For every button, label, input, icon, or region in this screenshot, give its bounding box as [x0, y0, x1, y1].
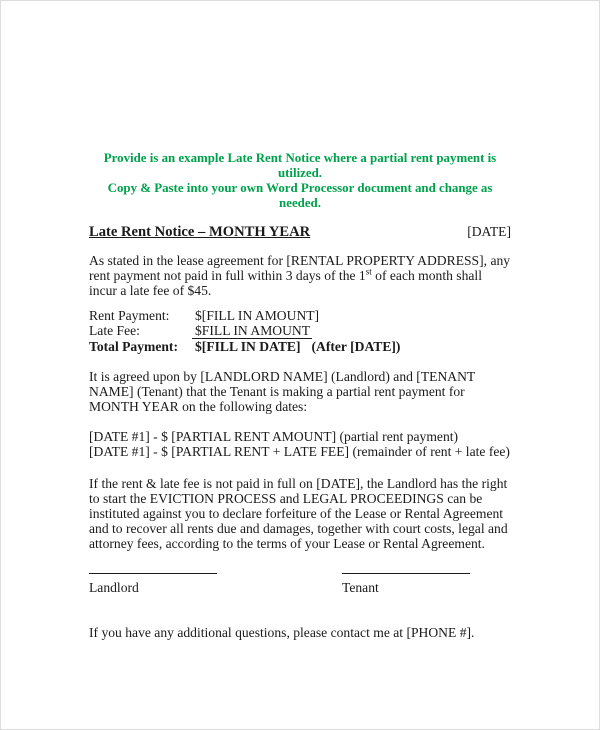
total-payment-label: Total Payment:	[89, 339, 178, 354]
signature-section	[89, 573, 511, 595]
eviction-paragraph: If the rent & late fee is not paid in full on [DATE], the Landlord has the right to start the EVICTION PROCESS and LEGAL PROCEEDINGS can be instituted against you to declare forfeiture of the Lease or Rental Agreement and to recover all rents due and damages, together with court costs, legal and attorney fees, according to the terms of your Lease or Rental Agreement.	[89, 476, 508, 551]
intro-paragraph	[89, 253, 511, 298]
closing-line: If you have any additional questions, please contact me at [PHONE #].	[89, 625, 475, 640]
intro-text-after-superscript: of each month shall incur a late fee of $45.	[89, 268, 482, 298]
title-row	[89, 224, 511, 240]
tenant-signature-line	[342, 573, 470, 574]
agreement-paragraph: It is agreed upon by [LANDLORD NAME] (Landlord) and [TENANT NAME] (Tenant) that the Tenant is making a partial rent payment for MONTH YEAR on the following dates:	[89, 369, 475, 414]
date-field: [DATE]	[467, 224, 511, 239]
tenant-label: Tenant	[342, 580, 379, 595]
ordinal-superscript: st	[365, 266, 372, 277]
payment-row-rent	[89, 308, 511, 323]
late-fee-value: $FILL IN AMOUNT	[192, 323, 312, 339]
partial-payment-date-line-1: [DATE #1] - $ [PARTIAL RENT AMOUNT] (partial rent payment)	[89, 429, 459, 444]
instruction-note-line-2: Copy & Paste into your own Word Processor document and change as needed.	[107, 181, 493, 210]
document-title: Late Rent Notice – MONTH YEAR	[89, 224, 311, 240]
total-payment-value: $[FILL IN DATE]	[195, 339, 301, 354]
total-payment-after-date: (After [DATE])	[311, 339, 401, 354]
rent-payment-label: Rent Payment:	[89, 308, 170, 323]
landlord-signature-block	[89, 573, 342, 595]
tenant-signature-block	[342, 573, 511, 595]
late-rent-notice-document	[1, 151, 599, 640]
payment-row-late-fee	[89, 323, 511, 339]
payment-table	[89, 308, 511, 354]
intro-text-before-superscript: As stated in the lease agreement for [RENTAL PROPERTY ADDRESS], any rent payment not paid in full within 3 days of the 1	[89, 253, 511, 283]
landlord-label: Landlord	[89, 580, 139, 595]
instruction-note	[89, 151, 511, 211]
partial-payment-date-line-2: [DATE #1] - $ [PARTIAL RENT + LATE FEE] (remainder of rent + late fee)	[89, 444, 510, 459]
rent-payment-value: $[FILL IN AMOUNT]	[195, 308, 320, 323]
landlord-signature-line	[89, 573, 217, 574]
instruction-note-line-1: Provide is an example Late Rent Notice where a partial rent payment is utilized.	[103, 151, 497, 180]
payment-row-total	[89, 339, 511, 354]
late-fee-label: Late Fee:	[89, 323, 140, 338]
partial-payment-dates	[89, 429, 511, 459]
